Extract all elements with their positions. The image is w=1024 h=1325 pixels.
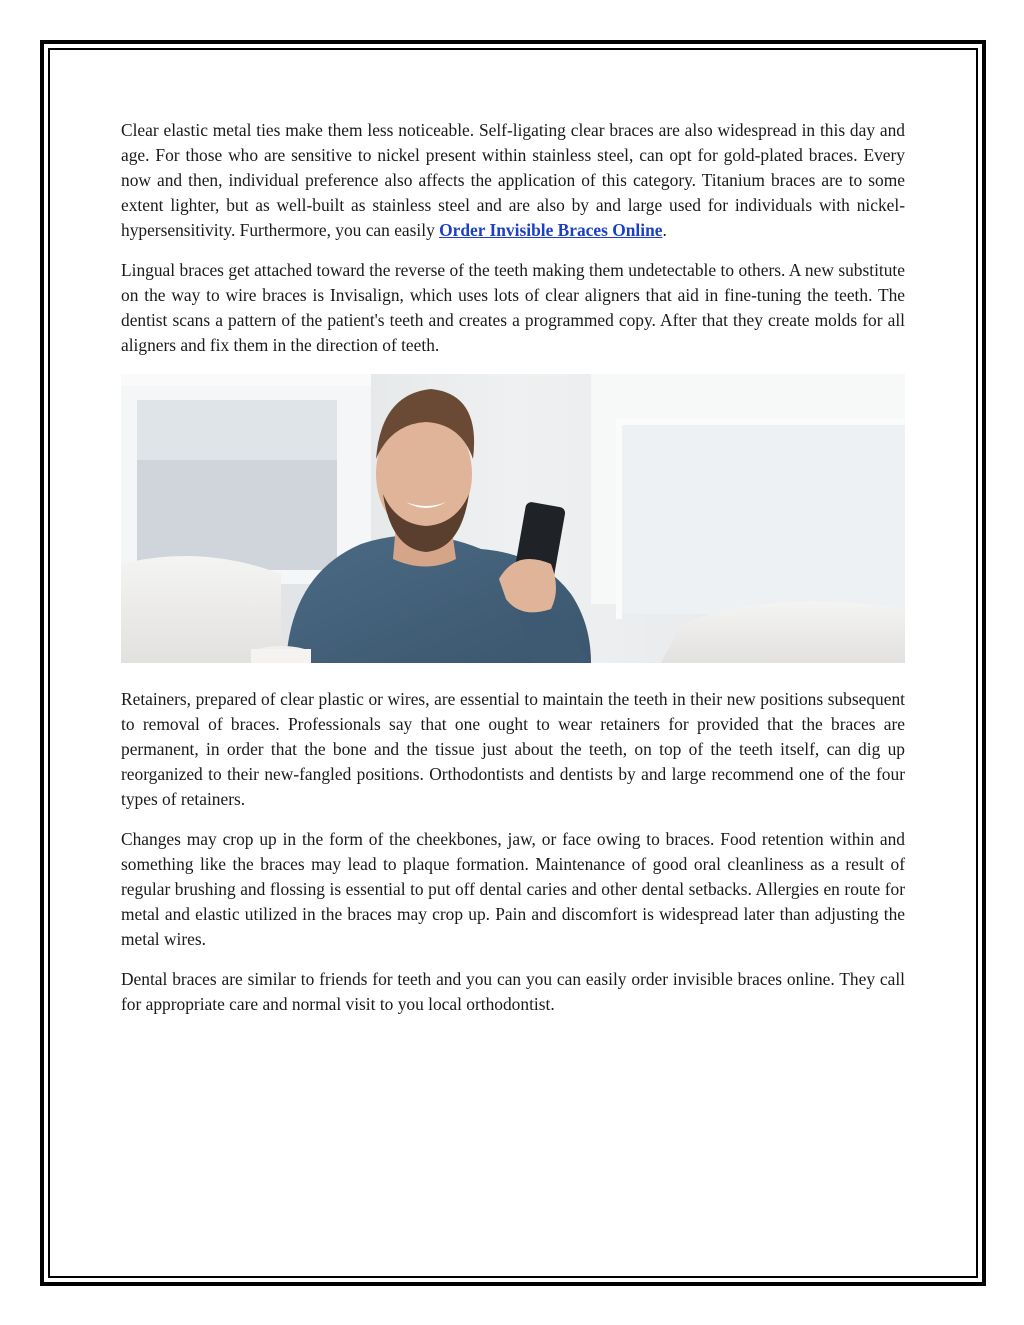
document-body (121, 118, 905, 1032)
paragraph-5: Dental braces are similar to friends for teeth and you can you can easily order invisible braces online. They call for appropriate care and normal visit to you local orthodontist. (121, 969, 905, 1014)
paragraph-1-end: . (662, 220, 667, 240)
paragraph-1 (121, 118, 905, 243)
paragraph-2: Lingual braces get attached toward the reverse of the teeth making them undetectable to others. A new substitute on the way to wire braces is Invisalign, which uses lots of clear aligners that aid in fine-tuning the teeth. The dentist scans a pattern of the patient's teeth and creates a programmed copy. After that they create molds for all aligners and fix them in the direction of teeth. (121, 260, 905, 355)
paragraph-4: Changes may crop up in the form of the cheekbones, jaw, or face owing to braces. Food retention within and something like the braces may lead to plaque formation. Maintenance of good oral cleanliness as a result of regular brushing and flossing is essential to put off dental caries and other dental setbacks. Allergies en route for metal and elastic utilized in the braces may crop up. Pain and discomfort is widespread later than adjusting the metal wires. (121, 829, 905, 949)
man-with-phone-photo (121, 374, 905, 663)
paragraph-1-text: Clear elastic metal ties make them less noticeable. Self-ligating clear braces are also widespread in this day and age. For those who are sensitive to nickel present within stainless steel, can opt for gold-plated braces. Every now and then, individual preference also affects the application of this category. Titanium braces are to some extent lighter, but as well-built as stainless steel and are also by and large used for individuals with nickel-hypersensitivity. Furthermore, you can easily (121, 120, 905, 240)
paragraph-3: Retainers, prepared of clear plastic or wires, are essential to maintain the teeth in their new positions subsequent to removal of braces. Professionals say that one ought to wear retainers for provided that the braces are permanent, in order that the bone and the tissue just about the teeth, on top of the teeth itself, can dig up reorganized to their new-fangled positions. Orthodontists and dentists by and large recommend one of the four types of retainers. (121, 689, 905, 809)
order-invisible-braces-link[interactable]: Order Invisible Braces Online (439, 220, 663, 240)
